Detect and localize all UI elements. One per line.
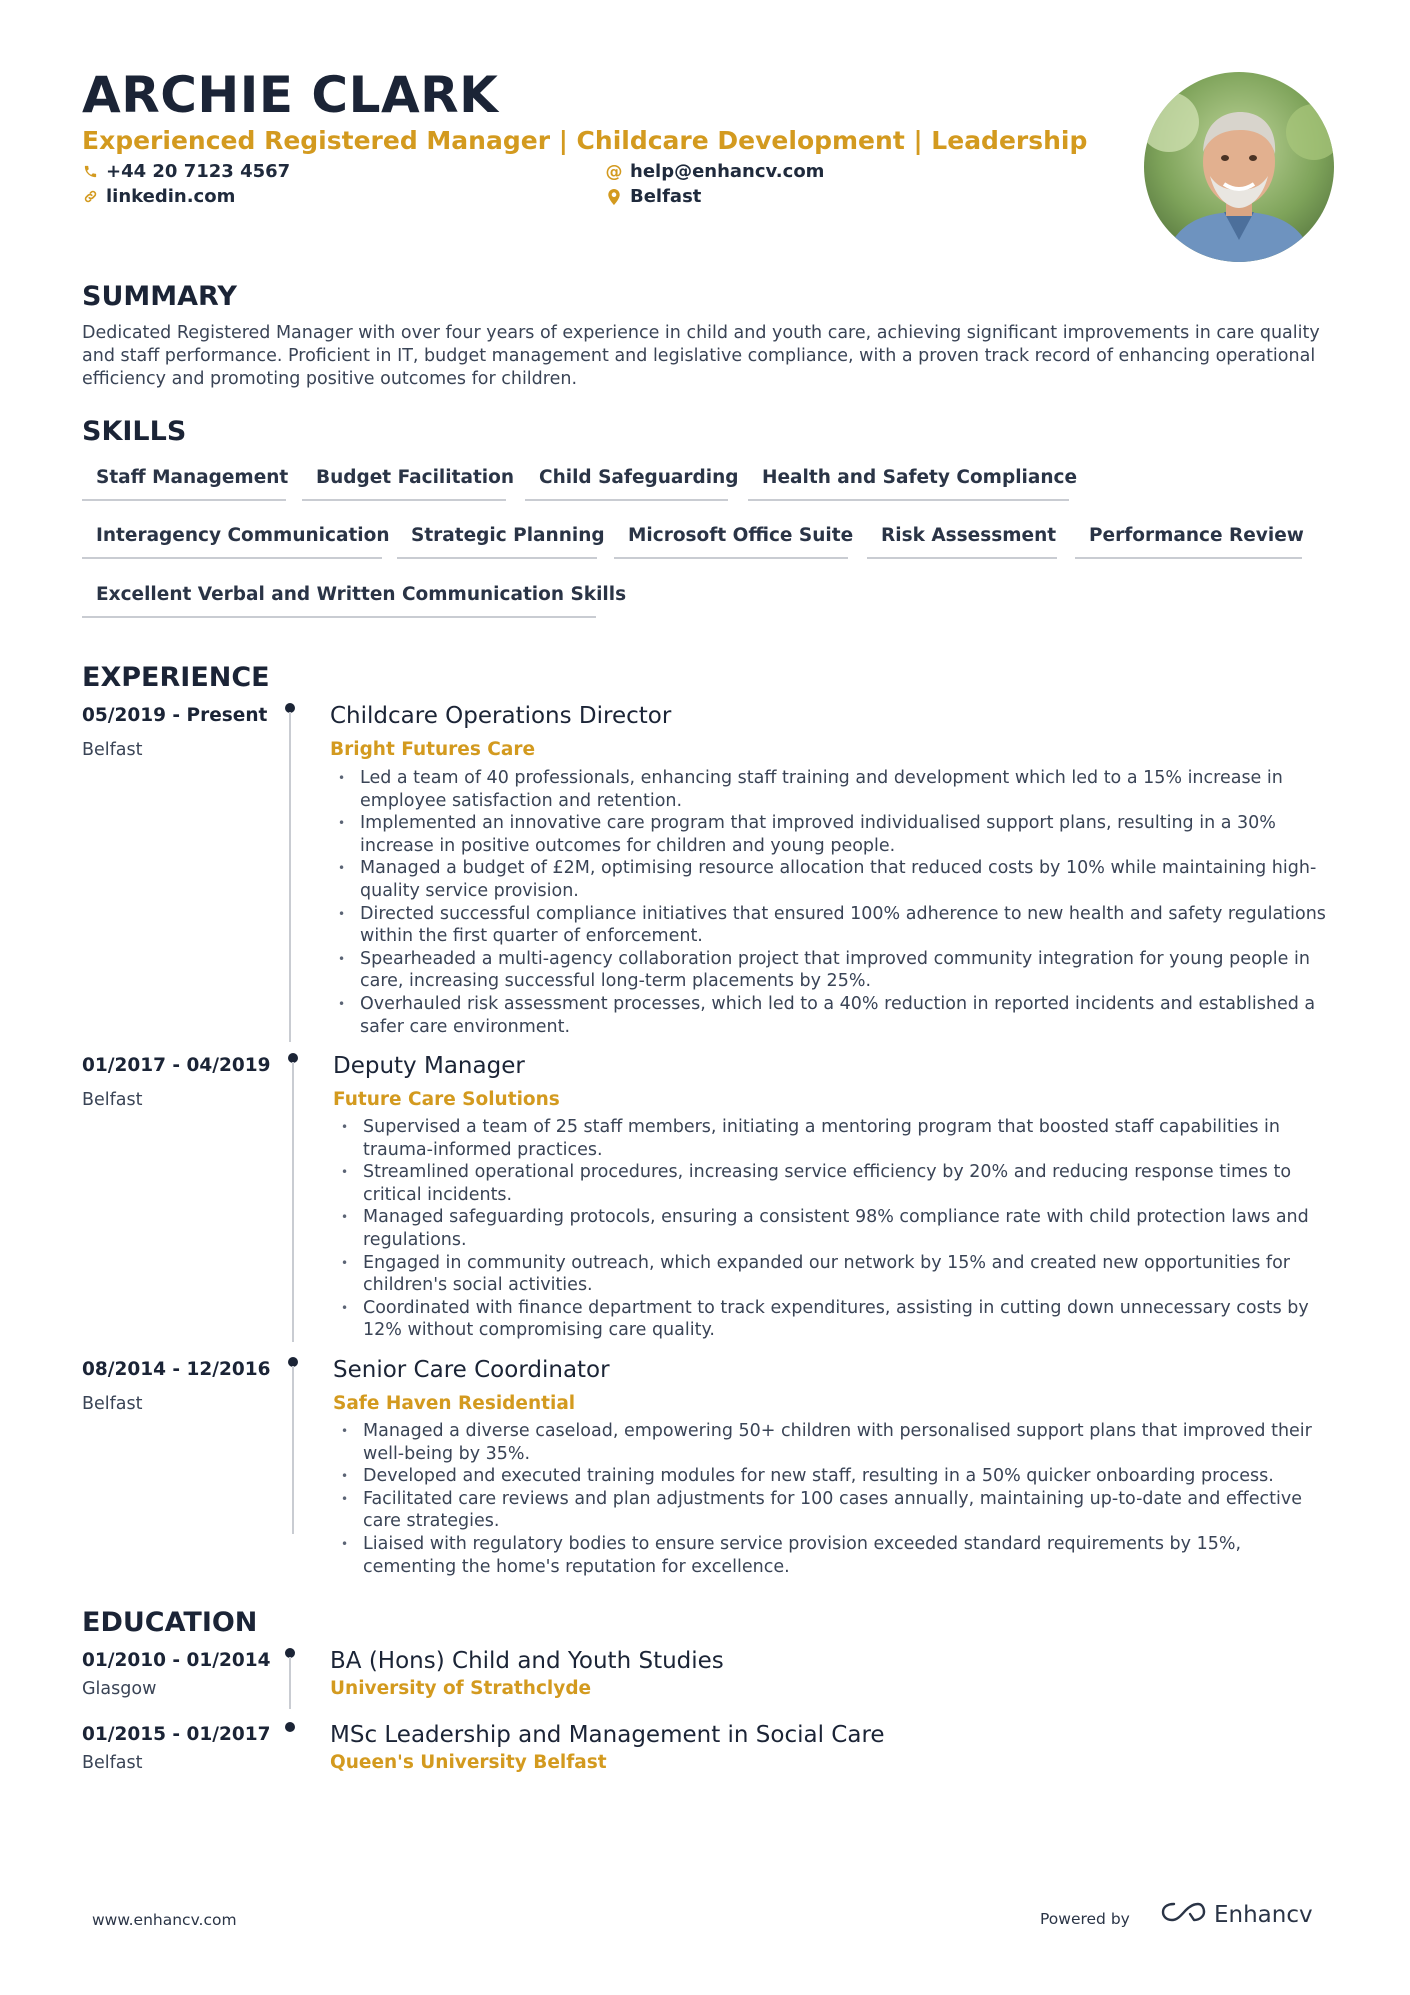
job-dates: 05/2019 - Present <box>82 705 268 726</box>
job-bullets <box>330 767 1330 1038</box>
at-icon: @ <box>605 161 623 182</box>
timeline-dot <box>285 1722 295 1732</box>
job-title: Deputy Manager <box>333 1053 525 1079</box>
contact-location <box>606 186 701 207</box>
bullet-item: • Spearheaded a multi-agency collaboration project that improved community integration for young people in care, increasing successful long-term placements by 25%. <box>330 948 1330 993</box>
bullet-item: • Managed a diverse caseload, empowering 50+ children with personalised support plans that improved their well-being by 35%. <box>333 1420 1330 1465</box>
timeline-line <box>292 1062 294 1342</box>
bullet-item: • Overhauled risk assessment processes, which led to a 40% reduction in reported incidents and established a safer care environment. <box>330 993 1330 1038</box>
skill-chip: Excellent Verbal and Written Communication Skills <box>82 578 596 618</box>
edu-dates: 01/2015 - 01/2017 <box>82 1724 271 1745</box>
school-name: University of Strathclyde <box>330 1678 592 1699</box>
skill-chip: Health and Safety Compliance <box>748 461 1069 501</box>
job-dates: 01/2017 - 04/2019 <box>82 1055 271 1076</box>
bullet-item: • Led a team of 40 professionals, enhancing staff training and development which led to a 15% increase in employee satisfaction and retention. <box>330 767 1330 812</box>
location-text: Belfast <box>630 186 702 207</box>
skill-chip: Strategic Planning <box>397 519 597 559</box>
job-bullets <box>333 1420 1330 1578</box>
location-pin-icon <box>606 189 622 205</box>
link-icon <box>82 189 98 205</box>
school-name: Queen's University Belfast <box>330 1752 607 1773</box>
job-location: Belfast <box>82 1394 143 1414</box>
skill-chip: Risk Assessment <box>867 519 1057 559</box>
bullet-item: • Managed a budget of £2M, optimising resource allocation that reduced costs by 10% while maintaining high-quality service provision. <box>330 857 1330 902</box>
job-location: Belfast <box>82 740 143 760</box>
skill-chip: Staff Management <box>82 461 286 501</box>
contact-phone[interactable] <box>82 161 290 182</box>
skill-chip: Performance Review <box>1075 519 1302 559</box>
bullet-item: • Facilitated care reviews and plan adjustments for 100 cases annually, maintaining up-to-date and effective care strategies. <box>333 1488 1330 1533</box>
experience-title: EXPERIENCE <box>82 662 270 693</box>
degree-title: BA (Hons) Child and Youth Studies <box>330 1648 724 1674</box>
bullet-item: • Coordinated with finance department to track expenditures, assisting in cutting down unnecessary costs by 12% without compromising care quality. <box>333 1297 1330 1342</box>
enhancv-logo[interactable] <box>1160 1900 1313 1930</box>
phone-text: +44 20 7123 4567 <box>106 161 291 182</box>
bullet-item: • Developed and executed training modules for new staff, resulting in a 50% quicker onboarding process. <box>333 1465 1330 1488</box>
edu-location: Belfast <box>82 1753 143 1773</box>
company-name: Bright Futures Care <box>330 739 536 760</box>
phone-icon <box>82 164 98 180</box>
bullet-item: • Engaged in community outreach, which expanded our network by 15% and created new opportunities for children's social activities. <box>333 1252 1330 1297</box>
candidate-name: ARCHIE CLARK <box>82 66 499 124</box>
bullet-item: • Supervised a team of 25 staff members, initiating a mentoring program that boosted staff capabilities in trauma-informed practices. <box>333 1116 1330 1161</box>
edu-dates: 01/2010 - 01/2014 <box>82 1650 271 1671</box>
linkedin-text: linkedin.com <box>106 186 236 207</box>
contact-email[interactable] <box>606 161 824 182</box>
company-name: Safe Haven Residential <box>333 1393 576 1414</box>
skill-chip: Microsoft Office Suite <box>614 519 848 559</box>
education-title: EDUCATION <box>82 1607 258 1638</box>
bullet-item: • Streamlined operational procedures, increasing service efficiency by 20% and reducing response times to critical incidents. <box>333 1161 1330 1206</box>
job-dates: 08/2014 - 12/2016 <box>82 1359 271 1380</box>
headline: Experienced Registered Manager | Childcare Development | Leadership <box>82 126 1088 155</box>
job-bullets <box>333 1116 1330 1342</box>
skill-chip: Budget Facilitation <box>302 461 506 501</box>
job-title: Childcare Operations Director <box>330 703 672 729</box>
job-location: Belfast <box>82 1090 143 1110</box>
timeline-line <box>289 712 291 1042</box>
skills-title: SKILLS <box>82 416 187 447</box>
enhancv-logo-text: Enhancv <box>1214 1902 1313 1928</box>
bullet-item: • Liaised with regulatory bodies to ensure service provision exceeded standard requirements by 15%, cementing the home's reputation for excellence. <box>333 1533 1330 1578</box>
skill-chip: Child Safeguarding <box>525 461 728 501</box>
degree-title: MSc Leadership and Management in Social Care <box>330 1722 885 1748</box>
timeline-line <box>292 1366 294 1534</box>
bullet-item: • Directed successful compliance initiatives that ensured 100% adherence to new health and safety regulations within the first quarter of enforcement. <box>330 903 1330 948</box>
bullet-item: • Managed safeguarding protocols, ensuring a consistent 98% compliance rate with child protection laws and regulations. <box>333 1206 1330 1251</box>
company-name: Future Care Solutions <box>333 1089 560 1110</box>
job-title: Senior Care Coordinator <box>333 1357 610 1383</box>
contact-linkedin[interactable] <box>82 186 235 207</box>
summary-title: SUMMARY <box>82 281 237 312</box>
bullet-item: • Implemented an innovative care program that improved individualised support plans, resulting in a 30% increase in positive outcomes for children and young people. <box>330 812 1330 857</box>
edu-location: Glasgow <box>82 1679 157 1699</box>
footer-url[interactable]: www.enhancv.com <box>92 1911 237 1929</box>
email-text: help@enhancv.com <box>630 161 825 182</box>
enhancv-logo-icon <box>1160 1900 1206 1930</box>
profile-photo <box>1144 72 1334 262</box>
powered-by-label: Powered by <box>1040 1910 1130 1928</box>
timeline-line <box>289 1657 291 1709</box>
summary-text: Dedicated Registered Manager with over four years of experience in child and youth care, achieving significant improvements in care quality and staff performance. Proficient in IT, budget management and legislative compliance, with a proven track record of enhancing operational efficiency and promoting positive outcomes for children. <box>82 323 1320 389</box>
skill-chip: Interagency Communication <box>82 519 382 559</box>
